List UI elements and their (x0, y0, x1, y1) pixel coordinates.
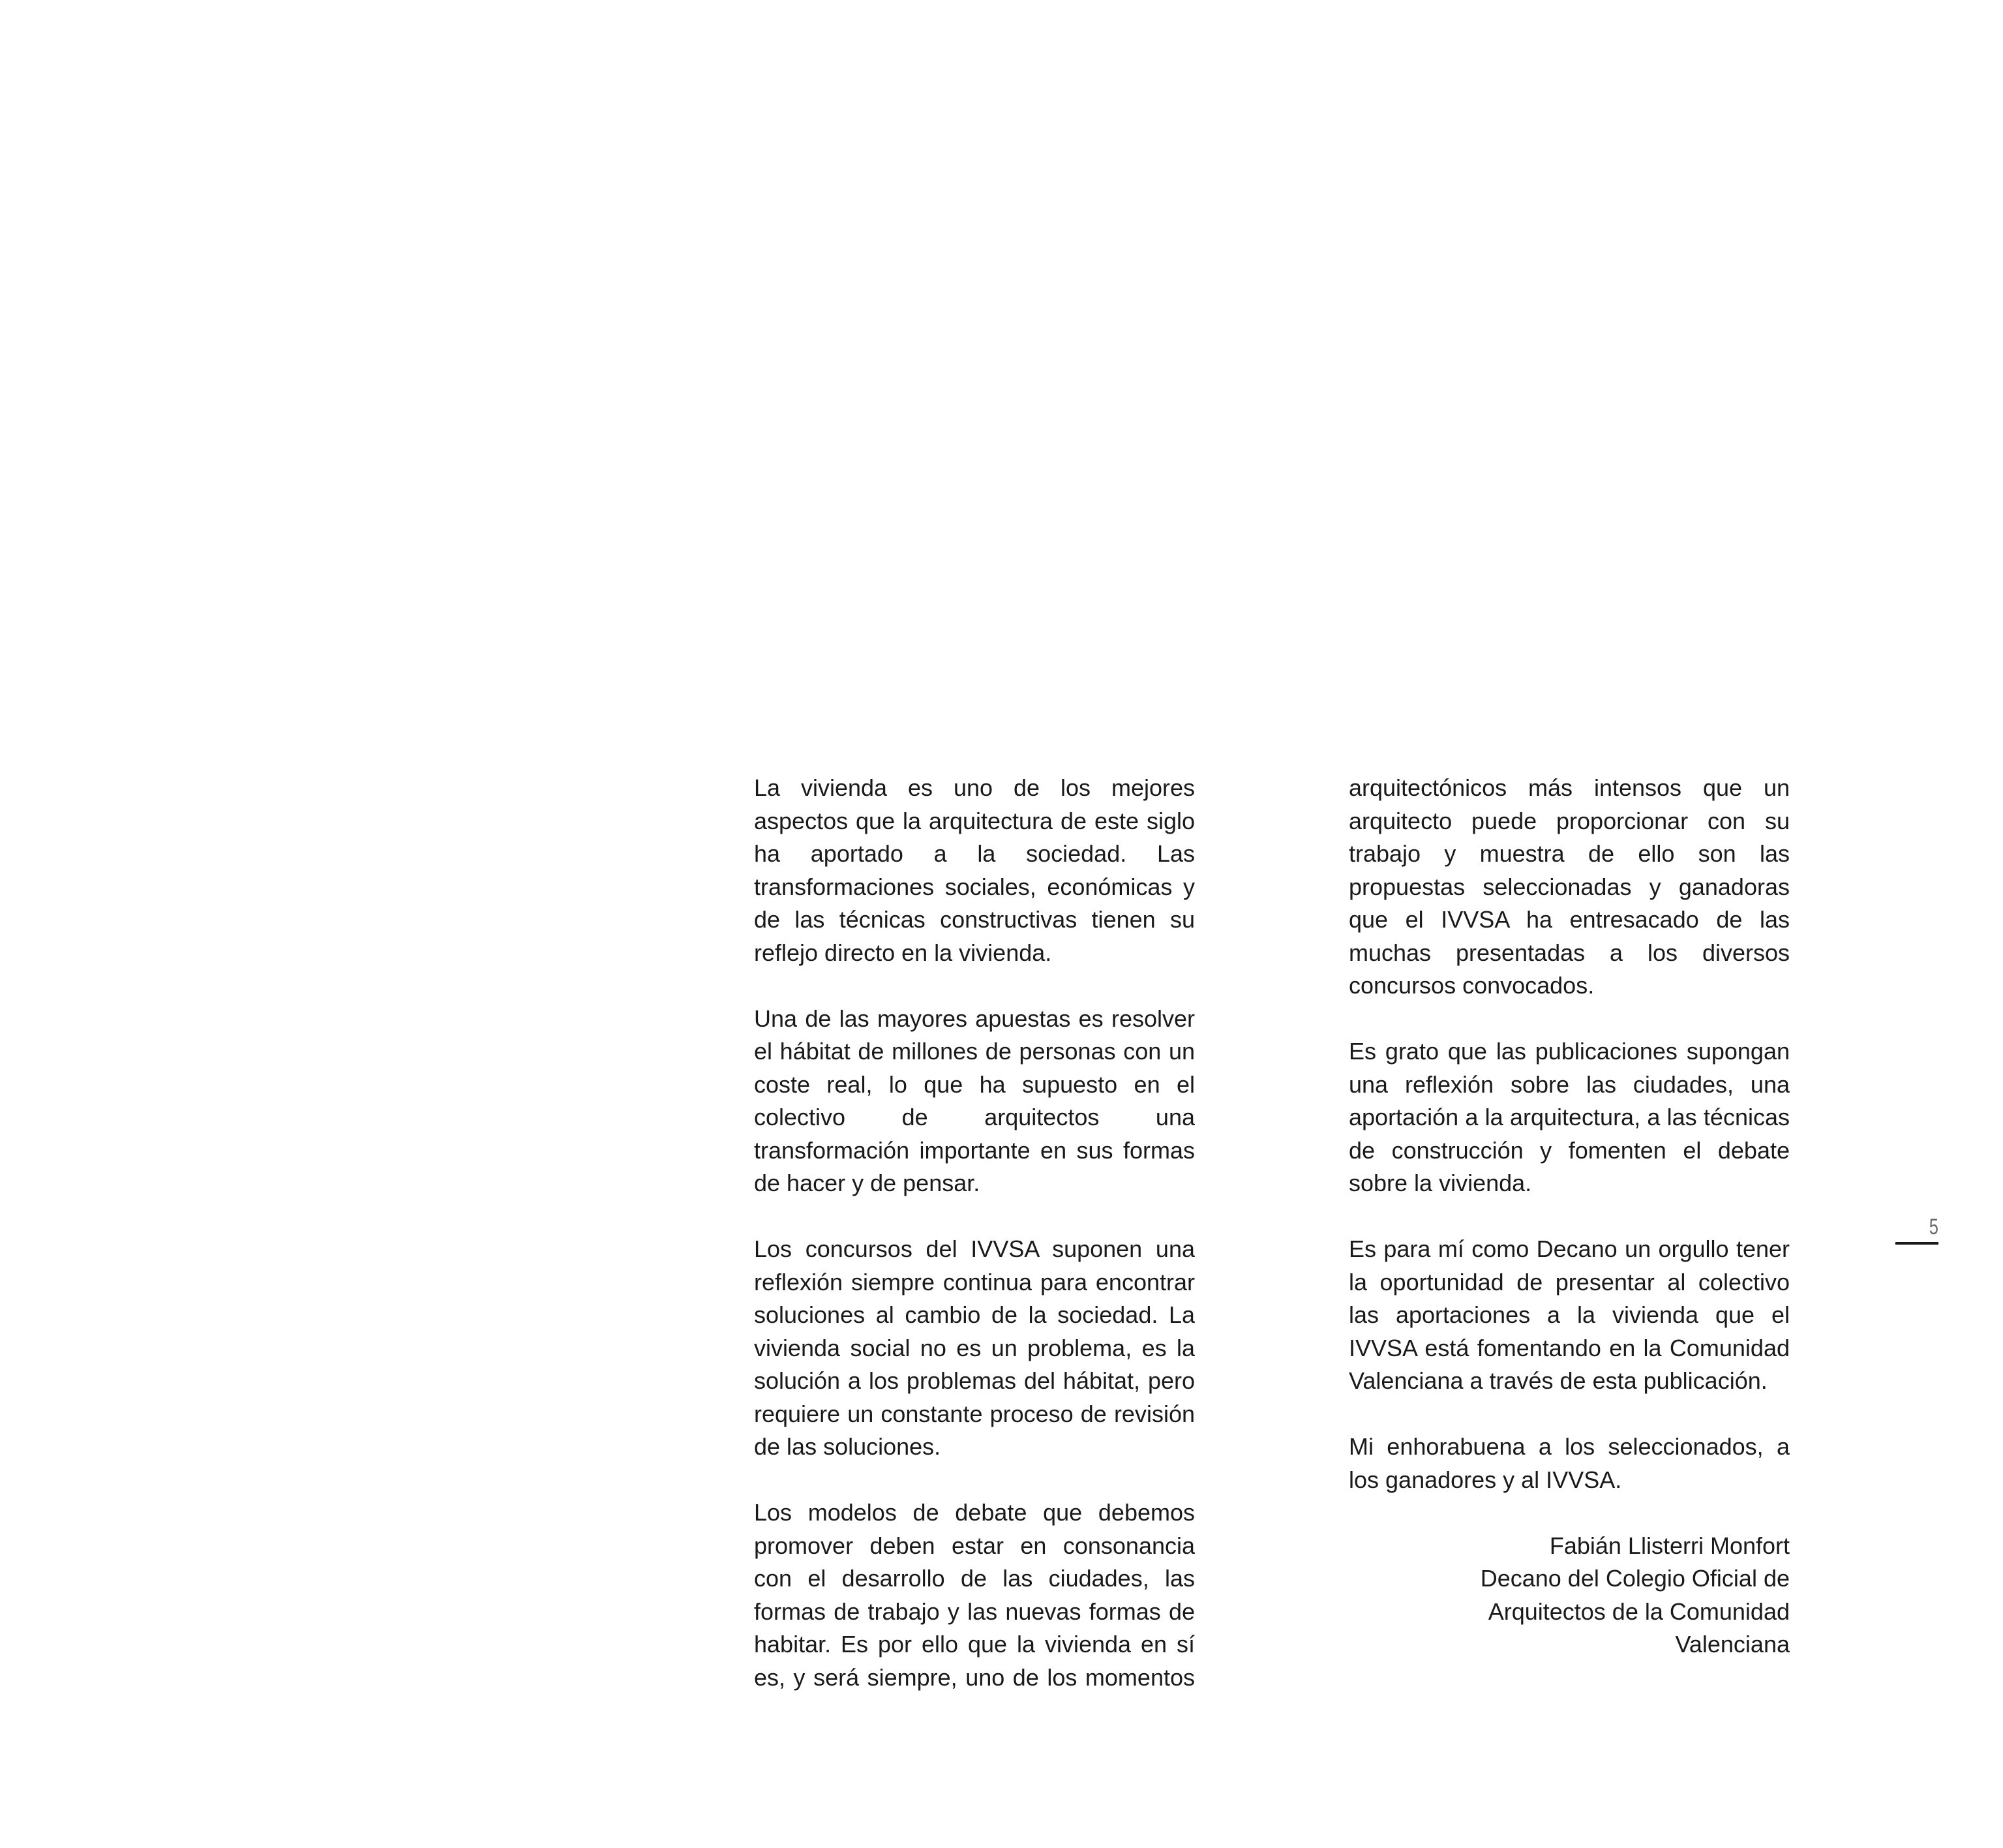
paragraph-6: Es grato que las publicaciones supongan una reflexión sobre las ciudades, una aportación a la arquitectura, a las técnicas de construcción y fomenten el debate sobre la vivienda. (1349, 1038, 1790, 1196)
left-text-column (754, 772, 1195, 1694)
paragraph-8: Mi enhorabuena a los seleccionados, a los ganadores y al IVVSA. (1349, 1433, 1790, 1493)
signatory-title-line-1: Decano del Colegio Oficial de (1480, 1565, 1790, 1592)
page-number: 5 (1929, 1215, 1938, 1239)
right-text-column (1349, 772, 1790, 1661)
signatory-title-line-3: Valenciana (1675, 1631, 1790, 1658)
page-folio (1895, 1215, 1938, 1247)
paragraph-2: Una de las mayores apuestas es resolver el hábitat de millones de personas con un coste real, lo que ha supuesto en el colectivo de arquitectos una transformación importante en sus formas de hacer y de pensar. (754, 1005, 1195, 1196)
signatory-name: Fabián Llisterri Monfort (1549, 1532, 1790, 1559)
signatory-title-line-2: Arquitectos de la Comunidad (1488, 1598, 1790, 1625)
folio-rule-line (1895, 1242, 1938, 1245)
paragraph-3: Los concursos del IVVSA suponen una reflexión siempre continua para encontrar soluciones al cambio de la sociedad. La vivienda social no es un problema, es la solución a los problemas del hábitat, pero requiere un constante proceso de revisión de las soluciones. (754, 1235, 1195, 1460)
paragraph-5: arquitectónicos más intensos que un arquitecto puede proporcionar con su trabajo y muestra de ello son las propuestas seleccionadas y ganadoras que el IVVSA ha entresacado de las muchas presentadas a los diversos concursos convocados. (1349, 774, 1790, 999)
signature-block (1349, 1530, 1790, 1661)
paragraph-1: La vivienda es uno de los mejores aspectos que la arquitectura de este siglo ha aportado a la sociedad. Las transformaciones sociales, económicas y de las técnicas constructivas tienen su reflejo directo en la vivienda. (754, 774, 1195, 966)
paragraph-4: Los modelos de debate que debemos promover deben estar en consonancia con el desarrollo de las ciudades, las formas de trabajo y las nuevas formas de habitar. Es por ello que la vivienda en sí es, y será siempre, uno de los momentos (754, 1499, 1195, 1691)
paragraph-7: Es para mí como Decano un orgullo tener la oportunidad de presentar al colectivo las aportaciones a la vivienda que el IVVSA está fomentando en la Comunidad Valenciana a través de esta publicación. (1349, 1235, 1790, 1394)
